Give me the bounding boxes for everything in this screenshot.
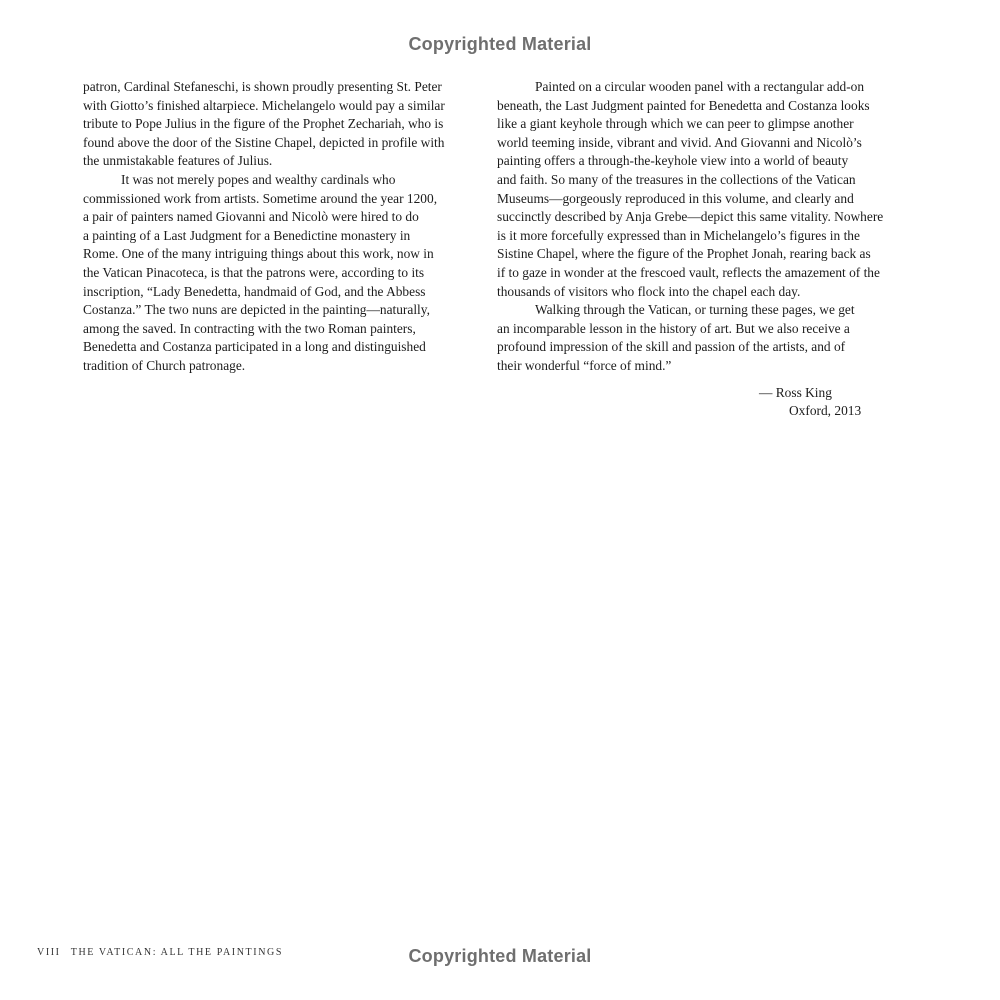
text-line: a painting of a Last Judgment for a Benedictine monastery in: [83, 227, 411, 243]
text-line: Benedetta and Costanza participated in a long and distinguished: [83, 339, 426, 355]
text-line: their wonderful “force of mind.”: [497, 357, 672, 373]
text-line: world teeming inside, vibrant and vivid. And Giovanni and Nicolò’s: [497, 134, 862, 150]
text-line: It was not merely popes and wealthy cardinals who: [121, 171, 396, 187]
text-line: the Vatican Pinacoteca, is that the patrons were, according to its: [83, 264, 425, 280]
copyright-watermark-top: Copyrighted Material: [408, 34, 592, 54]
right-text-column: [497, 78, 895, 421]
text-line: among the saved. In contracting with the two Roman painters,: [83, 320, 416, 336]
text-line: is it more forcefully expressed than in Michelangelo’s figures in the: [497, 227, 860, 243]
text-line: painting offers a through-the-keyhole view into a world of beauty: [497, 153, 849, 169]
text-line: inscription, “Lady Benedetta, handmaid of God, and the Abbess: [83, 283, 426, 299]
text-line: found above the door of the Sistine Chapel, depicted in profile with: [83, 134, 445, 150]
text-line: an incomparable lesson in the history of art. But we also receive a: [497, 320, 850, 336]
text-line: profound impression of the skill and passion of the artists, and of: [497, 339, 846, 355]
text-line: Costanza.” The two nuns are depicted in the painting—naturally,: [83, 302, 430, 318]
text-line: commissioned work from artists. Sometime around the year 1200,: [83, 190, 438, 206]
text-line: Painted on a circular wooden panel with a rectangular add-on: [535, 79, 865, 94]
copyright-watermark-bottom: Copyrighted Material: [408, 946, 592, 966]
text-line: succinctly described by Anja Grebe—depict this same vitality. Nowhere: [497, 209, 884, 225]
folio-number: VIII: [37, 947, 61, 958]
text-line: and faith. So many of the treasures in the collections of the Vatican: [497, 171, 856, 187]
text-line: a pair of painters named Giovanni and Nicolò were hired to do: [83, 209, 419, 225]
left-text-column: [83, 78, 483, 376]
text-line: Walking through the Vatican, or turning these pages, we get: [535, 302, 855, 318]
running-head: THE VATICAN: ALL THE PAINTINGS: [70, 947, 284, 958]
text-line: tradition of Church patronage.: [83, 357, 246, 373]
text-line: patron, Cardinal Stefaneschi, is shown proudly presenting St. Peter: [83, 79, 442, 94]
text-line: like a giant keyhole through which we can peer to glimpse another: [497, 116, 854, 132]
text-line: Museums—gorgeously reproduced in this volume, and clearly and: [497, 190, 854, 206]
text-line: if to gaze in wonder at the frescoed vault, reflects the amazement of the: [497, 264, 880, 280]
text-line: the unmistakable features of Julius.: [83, 153, 273, 169]
text-line: with Giotto’s finished altarpiece. Michelangelo would pay a similar: [83, 97, 445, 113]
text-line: Rome. One of the many intriguing things about this work, now in: [83, 246, 434, 262]
text-line: thousands of visitors who flock into the chapel each day.: [497, 283, 801, 299]
text-line: Sistine Chapel, where the figure of the Prophet Jonah, rearing back as: [497, 246, 871, 262]
text-line: beneath, the Last Judgment painted for Benedetta and Costanza looks: [497, 97, 870, 113]
signature-place-date: Oxford, 2013: [789, 403, 862, 419]
text-line: tribute to Pope Julius in the figure of the Prophet Zechariah, who is: [83, 116, 444, 132]
signature-author: — Ross King: [759, 384, 832, 400]
